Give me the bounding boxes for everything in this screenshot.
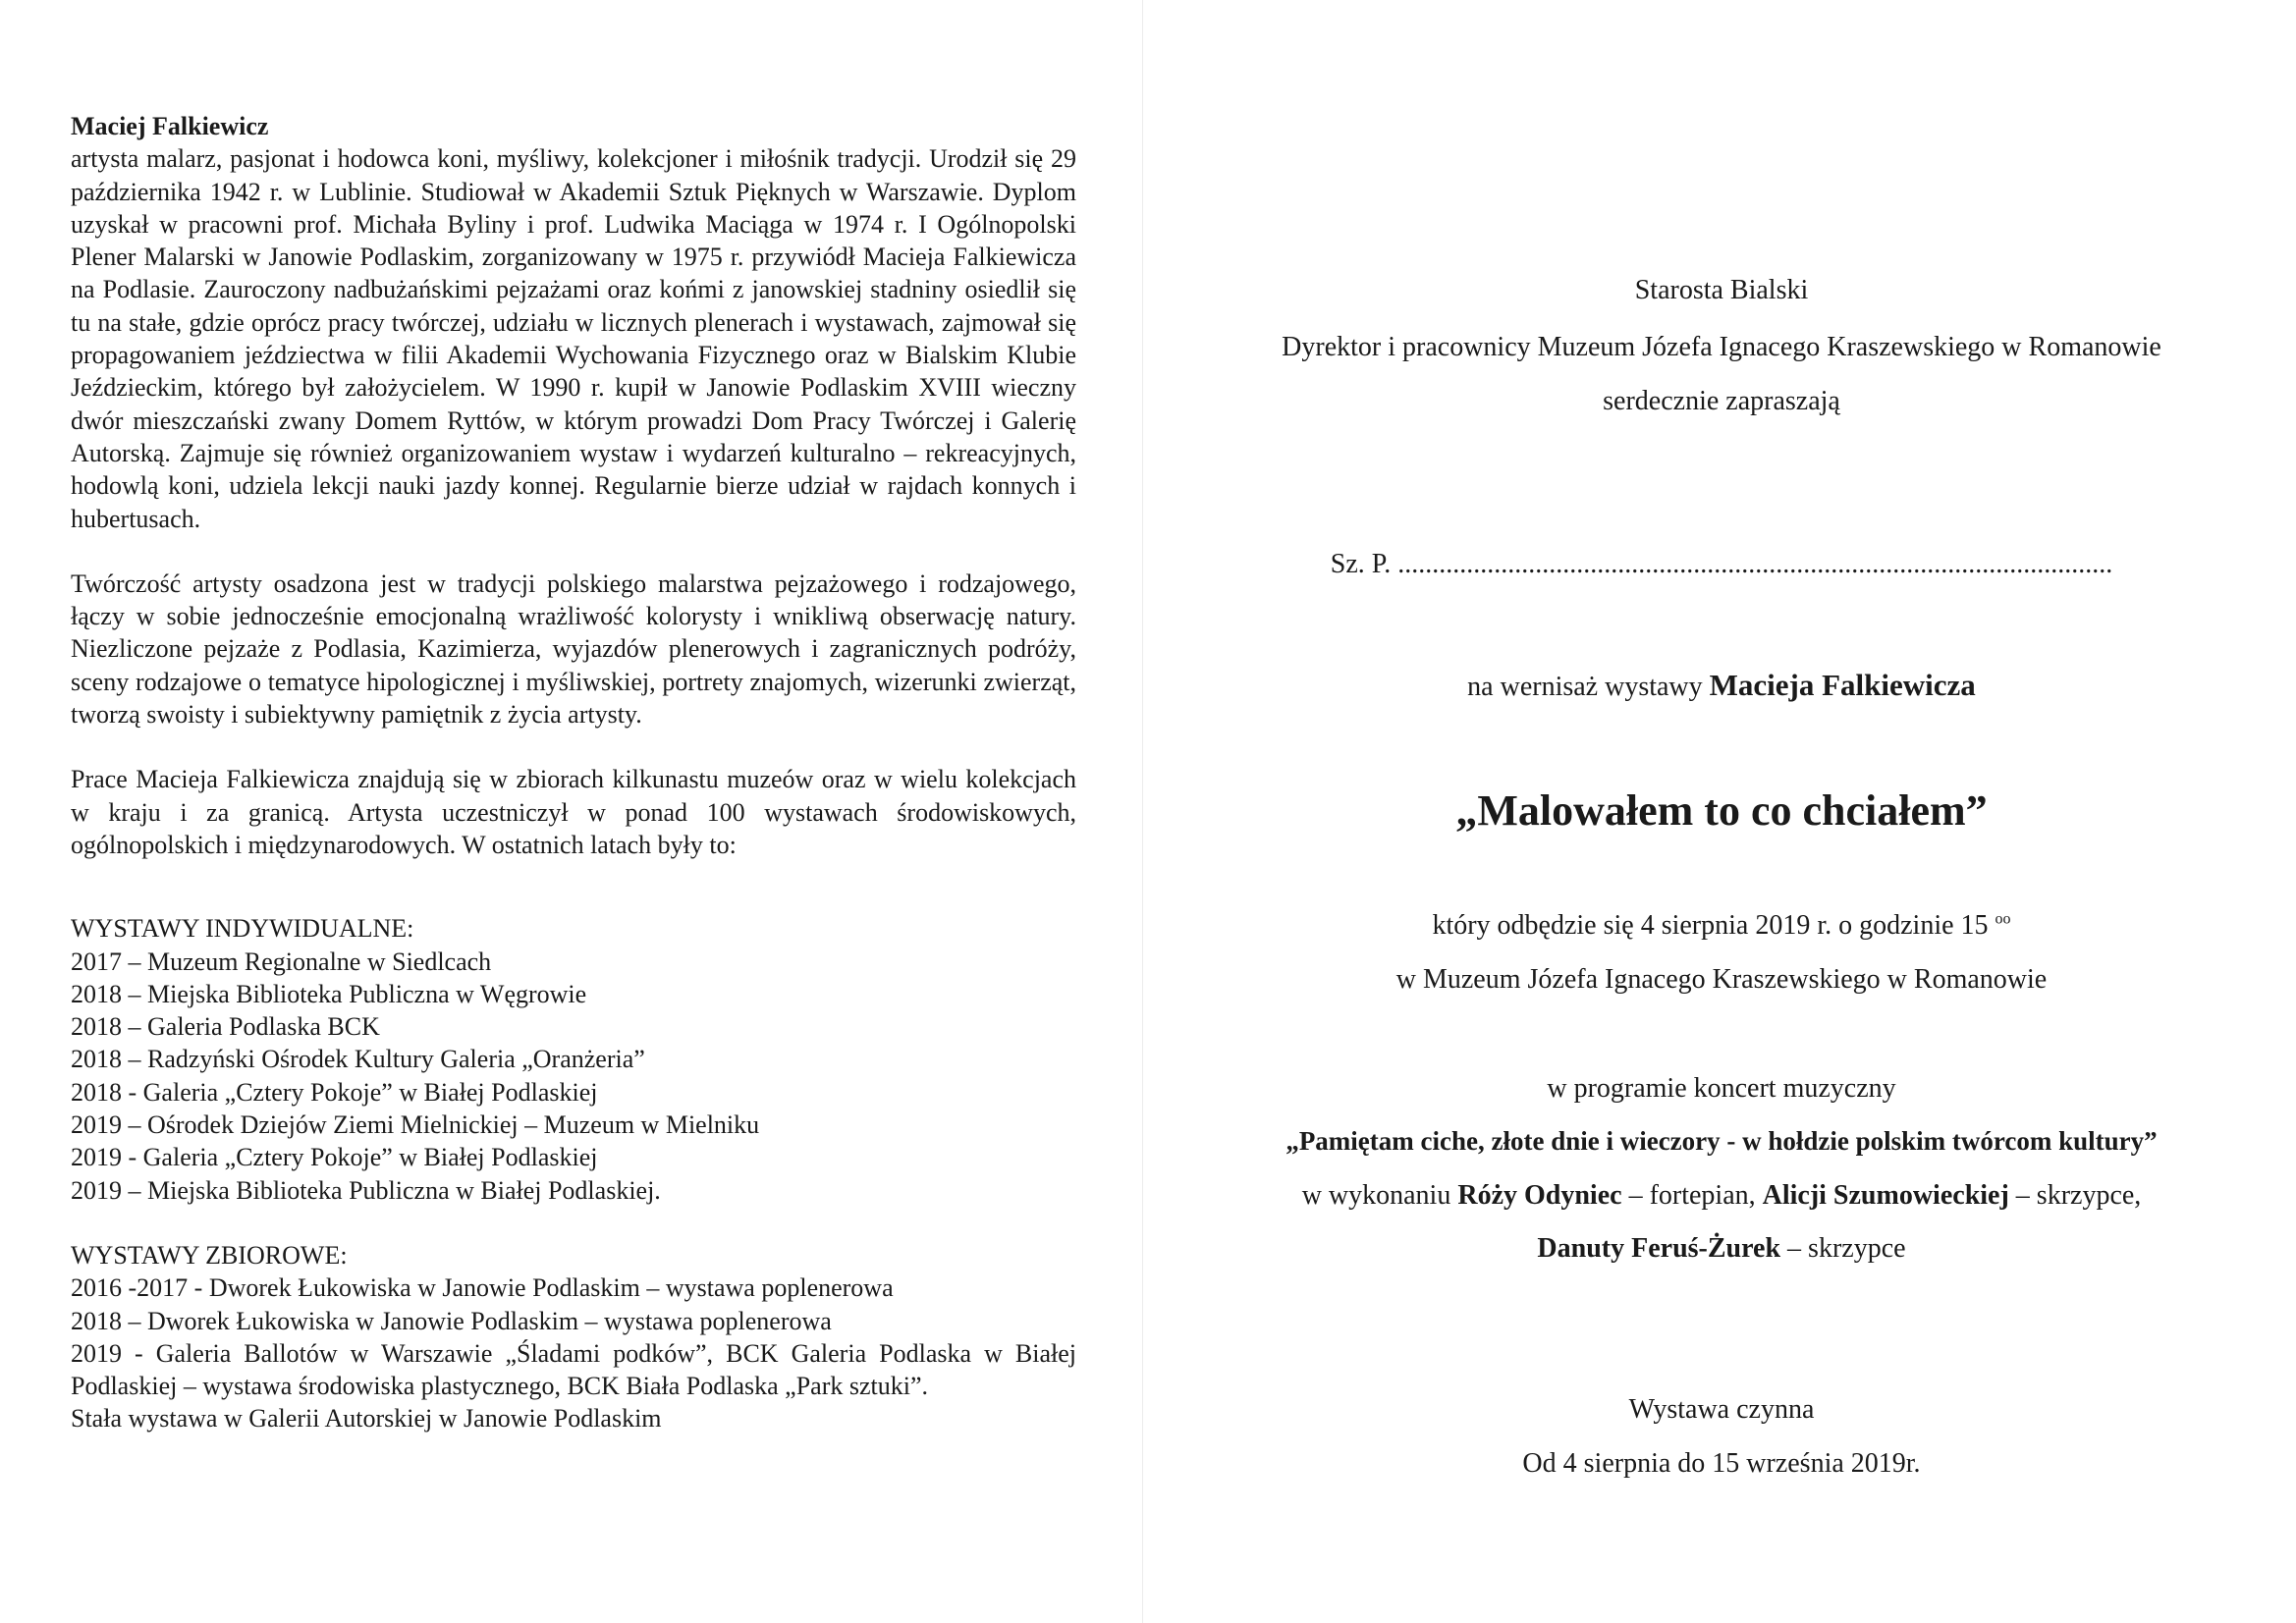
event-artist: Macieja Falkiewicza [1709, 668, 1976, 702]
open-label: Wystawa czynna [1628, 1394, 1815, 1425]
exhibition-title: „Malowałem to co chciałem” [1455, 786, 1988, 835]
performers-prefix: w wykonaniu [1301, 1180, 1451, 1211]
date-text: który odbędzie się 4 sierpnia 2019 r. o godzinie 15 [1432, 910, 1989, 941]
list-item: 2018 - Galeria „Cztery Pokoje” w Białej Podlaskiej [71, 1077, 598, 1107]
addressee-dots: ........................................................................................................ [1397, 549, 2113, 579]
performer-3-role: – skrzypce [1787, 1233, 1906, 1264]
list-item: Stała wystawa w Galerii Autorskiej w Janowie Podlaskim [71, 1404, 662, 1434]
host-starosta: Starosta Bialski [1634, 275, 1809, 305]
time-superscript: oo [1995, 910, 2011, 928]
bio-paragraph-3: Prace Macieja Falkiewicza znajdują się w zbiorach kilkunastu muzeów oraz w wielu kolekcjach w kraju i za granicą. Artysta uczestniczył w ponad 100 wystawach środowiskowych, ogólnopolskich i międzynarodowych. W ostatnich latach były to: [71, 765, 1076, 859]
performer-2: Alicji Szumowieckiej [1762, 1180, 2009, 1211]
bio-paragraph-1: artysta malarz, pasjonat i hodowca koni, myśliwy, kolekcjoner i miłośnik tradycji. Urodził się 29 października 1942 r. w Lublinie. Studiował w Akademii Sztuk Pięknych w Warszawie. Dyplom uzyskał w pracowni prof. Michała Byliny i prof. Ludwika Maciąga w 1974 r. I Ogólnopolski Plener Malarski w Janowie Podlaskim, zorganizowany w 1975 r. przywiódł Macieja Falkiewicza na Podlasie. Zauroczony nadbużańskimi pejzażami oraz końmi z janowskiej stadniny osiedlił się tu na stałe, gdzie oprócz pracy twórczej, udziału w licznych plenerach i wystawach, zajmował się propagowaniem jeździectwa w filii Akademii Wychowania Fizycznego oraz w Bialskim Klubie Jeździeckim, którego był założycielem. W 1990 r. kupił w Janowie Podlaskim XVIII wieczny dwór mieszczański zwany Domem Ryttów, w którym prowadzi Dom Pracy Twórczej i Galerię Autorską. Zajmuje się również organizowaniem wystaw i wydarzeń kulturalno – rekreacyjnych, hodowlą koni, udziela lekcji nauki jazdy konnej. Regularnie bierze udział w rajdach konnych i hubertusach. [71, 144, 1076, 533]
list-item: 2019 – Ośrodek Dziejów Ziemi Mielnickiej – Muzeum w Mielniku [71, 1110, 760, 1140]
bio-paragraph-2: Twórczość artysty osadzona jest w tradycji polskiego malarstwa pejzażowego i rodzajowego, łączy w sobie jednocześnie emocjonalną wrażliwość kolorysty i wnikliwą obserwację natury. Niezliczone pejzaże z Podlasia, Kazimierza, wyjazdów plenerowych i zagranicznych podróży, sceny rodzajowe o tematyce hipologicznej i myśliwskiej, portrety znajomych, wizerunki zwierząt, tworzą swoisty i subiektywny pamiętnik z życia artysty. [71, 568, 1076, 730]
invite-text: serdecznie zapraszają [1603, 386, 1840, 416]
artist-name: Maciej Falkiewicz [71, 112, 269, 140]
list-item: 2018 – Radzyński Ośrodek Kultury Galeria „Oranżeria” [71, 1045, 645, 1074]
list-item: 2017 – Muzeum Regionalne w Siedlcach [71, 947, 492, 976]
addressee-line [1178, 549, 2265, 580]
venue-line: w Muzeum Józefa Ignacego Kraszewskiego w Romanowie [1395, 964, 2048, 995]
page-fold [1142, 0, 1143, 1623]
list-item: 2018 – Dworek Łukowiska w Janowie Podlaskim – wystawa poplenerowa [71, 1306, 832, 1335]
open-dates: Od 4 sierpnia do 15 września 2019r. [1522, 1448, 1921, 1479]
list-item: 2018 – Galeria Podlaska BCK [71, 1012, 380, 1042]
concert-title: „Pamiętam ciche, złote dnie i wieczory - w hołdzie polskim twórcom kultury” [1285, 1126, 2158, 1156]
event-prefix: na wernisaż wystawy [1467, 672, 1703, 702]
performers-line [1178, 1180, 2265, 1212]
individual-exhibitions-list [71, 946, 1076, 1207]
event-line [1178, 668, 2265, 703]
performer-1-role: – fortepian, [1628, 1180, 1756, 1211]
list-item: 2019 – Miejska Biblioteka Publiczna w Białej Podlaskiej. [71, 1175, 661, 1205]
list-item: 2019 - Galeria Ballotów w Warszawie „Śladami podków”, BCK Galeria Podlaska w Białej Podlaskiej – wystawa środowiska plastycznego, BCK Biała Podlaska „Park sztuki”. [71, 1338, 1076, 1401]
performer-1: Róży Odyniec [1457, 1180, 1622, 1211]
performers-line-2 [1178, 1233, 2265, 1265]
host-museum: Dyrektor i pracownicy Muzeum Józefa Ignacego Kraszewskiego w Romanowie [1282, 332, 2161, 362]
list-item: 2016 -2017 - Dworek Łukowiska w Janowie Podlaskim – wystawa poplenerowa [71, 1273, 894, 1303]
date-line [1178, 910, 2265, 942]
individual-exhibitions-heading: WYSTAWY INDYWIDUALNE: [71, 914, 414, 944]
performer-3: Danuty Feruś-Żurek [1537, 1233, 1781, 1264]
artist-bio [71, 110, 1076, 1435]
program-line: w programie koncert muzyczny [1547, 1073, 1896, 1104]
group-exhibitions-heading: WYSTAWY ZBIOROWE: [71, 1240, 348, 1270]
list-item: 2018 – Miejska Biblioteka Publiczna w Węgrowie [71, 979, 587, 1008]
performer-2-role: – skrzypce, [2015, 1180, 2142, 1211]
list-item: 2019 - Galeria „Cztery Pokoje” w Białej Podlaskiej [71, 1143, 598, 1172]
addressee-label: Sz. P. [1330, 549, 1392, 579]
